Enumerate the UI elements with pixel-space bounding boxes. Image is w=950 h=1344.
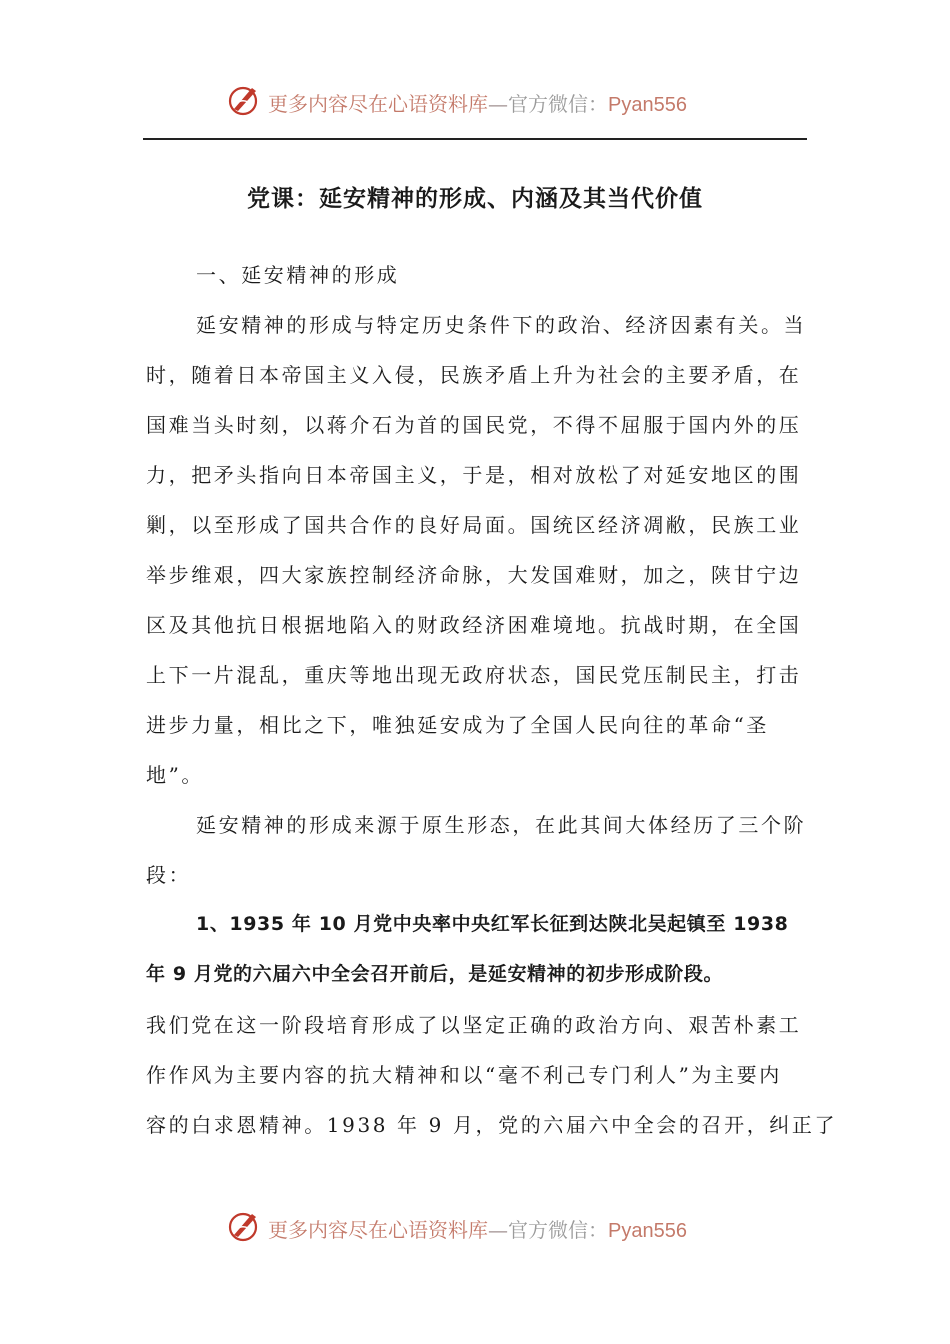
stage-heading-line: 1、1935 年 10 月党中央率中央红军长征到达陕北吴起镇至 1938	[196, 913, 789, 935]
stage-heading-line: 年 9 月党的六届六中全会召开前后，是延安精神的初步形成阶段。	[146, 963, 724, 985]
footer-dash: —	[488, 1218, 508, 1242]
section-heading: 一、延安精神的形成	[196, 263, 400, 287]
paragraph-line: 区及其他抗日根据地陷入的财政经济困难境地。抗战时期，在全国	[146, 613, 802, 637]
paragraph-line: 进步力量，相比之下，唯独延安成为了全国人民向往的革命“圣	[146, 713, 770, 737]
footer-text	[268, 1214, 687, 1243]
document-title: 党课：延安精神的形成、内涵及其当代价值	[247, 186, 703, 212]
header-banner	[0, 80, 950, 124]
paragraph-line: 上下一片混乱，重庆等地出现无政府状态，国民党压制民主，打击	[146, 663, 802, 687]
paragraph-line: 举步维艰，四大家族控制经济命脉，大发国难财，加之，陕甘宁边	[146, 563, 802, 587]
paragraph-line: 作作风为主要内容的抗大精神和以“毫不利己专门利人”为主要内	[146, 1063, 782, 1087]
paragraph-line: 地”。	[146, 763, 205, 787]
footer-banner	[0, 1206, 950, 1250]
header-site-name: 更多内容尽在心语资料库	[268, 92, 488, 116]
paragraph-line: 容的白求恩精神。1938 年 9 月，党的六届六中全会的召开，纠正了	[146, 1113, 838, 1137]
paragraph-line: 时，随着日本帝国主义入侵，民族矛盾上升为社会的主要矛盾，在	[146, 363, 802, 387]
paragraph-line: 剿，以至形成了国共合作的良好局面。国统区经济凋敝，民族工业	[146, 513, 802, 537]
quill-pen-logo-icon	[226, 1208, 262, 1244]
paragraph-line: 延安精神的形成与特定历史条件下的政治、经济因素有关。当	[196, 313, 807, 337]
footer-wechat-label: 官方微信：	[508, 1218, 608, 1242]
paragraph-line: 力，把矛头指向日本帝国主义，于是，相对放松了对延安地区的围	[146, 463, 802, 487]
footer-wechat-id: Pyan556	[608, 1220, 687, 1242]
footer-site-name: 更多内容尽在心语资料库	[268, 1218, 488, 1242]
header-wechat-id: Pyan556	[608, 94, 687, 116]
header-dash: —	[488, 92, 508, 116]
paragraph-line: 段：	[146, 863, 192, 887]
paragraph-line: 国难当头时刻，以蒋介石为首的国民党，不得不屈服于国内外的压	[146, 413, 802, 437]
quill-pen-logo-icon	[226, 82, 262, 118]
header-divider	[143, 138, 807, 140]
paragraph-line: 我们党在这一阶段培育形成了以坚定正确的政治方向、艰苦朴素工	[146, 1013, 802, 1037]
header-text	[268, 88, 687, 117]
paragraph-line: 延安精神的形成来源于原生形态，在此其间大体经历了三个阶	[196, 813, 807, 837]
header-wechat-label: 官方微信：	[508, 92, 608, 116]
